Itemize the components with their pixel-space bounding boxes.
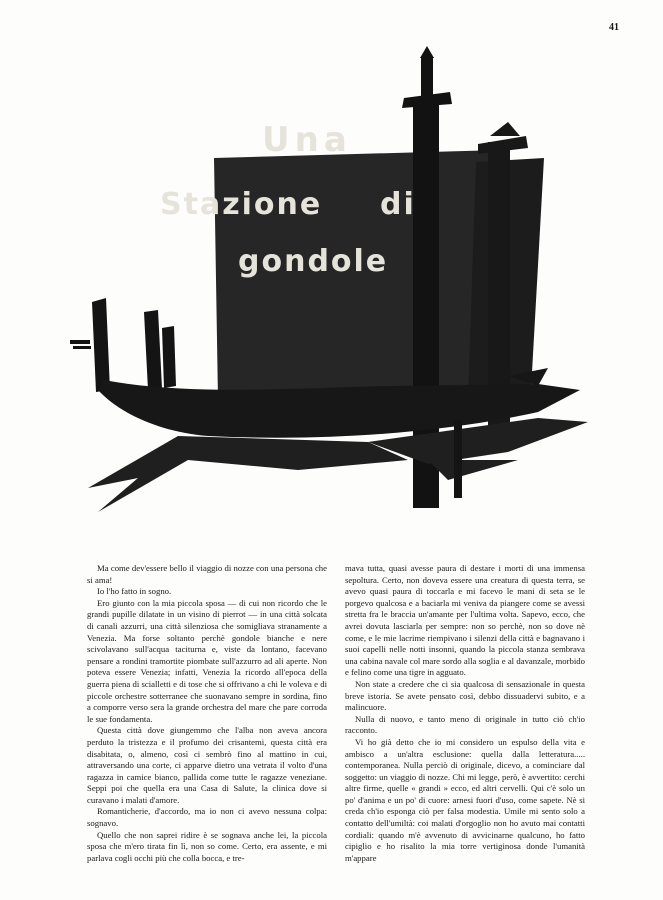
gondola-illustration [68,40,598,540]
mooring-pole [92,298,110,392]
title-word-di: di [380,187,416,222]
paragraph: Quello che non saprei ridire è se sognava anche lei, la piccola sposa che m'ero tirata fin lì, non so come. Certo, era assente, e mi parlava cogli occhi più che colla bocca, e tre- [87,829,327,863]
column-left [87,563,327,864]
paragraph: Ero giunto con la mia piccola sposa — di cui non ricordo che le grandi pupille dilatate in un visino di pierrot — in una città solcata di canali azzurri, una città silenziosa che somigliava stranamente a Venezia. Ma forse soltanto perchè gondole bianche e nere scivolavano sull'acqua taciturna e, viste da lontano, facevano pensare a rondini tramortite piombate sull'azzurro ad ali aperte. Non poteva essere Venezia; infatti, Venezia la ricordo all'epoca della guerra piena di scialletti e di tose che si offrivano a chi le voleva e di piccole orchestre sotterranee che suonavano sempre in sordina, fino a comporre verso sera la grande orchestra del mare che pare corroda le sue fondamenta. [87,597,327,724]
column-right [345,563,585,864]
page-number: 41 [609,22,619,33]
water-reflection [88,436,408,512]
article-body [87,563,585,864]
paragraph: Romanticherie, d'accordo, ma io non ci avevo nessuna colpa: sognavo. [87,806,327,829]
title-word-una: Una [262,120,352,160]
paragraph: Vi ho già detto che io mi considero un espulso della vita e ambisco a un'altra esclusione: quella dalla letteratura..... contemporanea. Nulla perciò di originale, dicevo, a cominciare dal soggetto: un viaggio di nozze. Chi mi legge, però, è avvertito: cerchi altre firme, quelle « grandi » ecco, ed altri cervelli. Qui c'è solo un po' d'anima e un po' di cuore: arnesi fuori d'uso, come sapete. Nè si creda ch'io esponga ciò per falsa modestia. Umile mi sento solo a contatto dell'umiltà: coi malati d'orgoglio non ho avuto mai contatti cordiali: quando m'è avvenuto di avvicinarne qualcuno, ho fatto cipiglio e ho risalito la mia torre vertiginosa donde l'umanità m'appare [345,736,585,863]
title-word-stazione: Stazione [160,187,323,222]
paragraph: Non state a credere che ci sia qualcosa di sensazionale in questa breve istoria. Se avete pensato così, debbo dissuadervi subito, e a malincuore. [345,678,585,713]
paragraph: Questa città dove giungemmo che l'alba non aveva ancora perduto la tristezza e il profumo dei crisantemi, questa città era disabitata, o, almeno, così ci sembrò fino al mattino in cui, attraversando una corte, ci apparve dietro una vetrata il volto d'una ragazza in camice bianco, pallida come tutte le ragazze veneziane. Seppi poi che quella era una Casa di Salute, la clinica dove si curavano i malati d'amore. [87,725,327,805]
title-word-gondole: gondole [238,244,389,279]
paragraph: Nulla di nuovo, e tanto meno di originale in tutto ciò ch'io racconto. [345,713,585,736]
paragraph: mava tutta, quasi avesse paura di destare i morti di una immensa sepoltura. Certo, non doveva essere una creatura di questa terra, se avevo quasi paura di toccarla e mi facevo le mani di seta se le porgevo qualcosa e a baciarla mi veniva da piangere come se avessi stretta fra le braccia un'amante per l'ultima volta. Sapevo, ecco, che avrei dovuta lasciarla per sempre: non so perchè, non so dove nè come, e le mie lacrime riempivano i silenzi della città e bagnavano i suoi capelli nelle notti insonni, quando la piccola stanza sembrava una cabina navale col mare sordo alla soglia e al davanzale, morbido e felino come una tigre in agguato. [345,563,585,678]
paragraph: Io l'ho fatto in sogno. [97,586,172,597]
gondola-station-artwork [68,40,598,540]
paragraph: Ma come dev'essere bello il viaggio di nozze con una persona che si ama! [87,563,327,585]
mooring-pole [144,310,162,390]
